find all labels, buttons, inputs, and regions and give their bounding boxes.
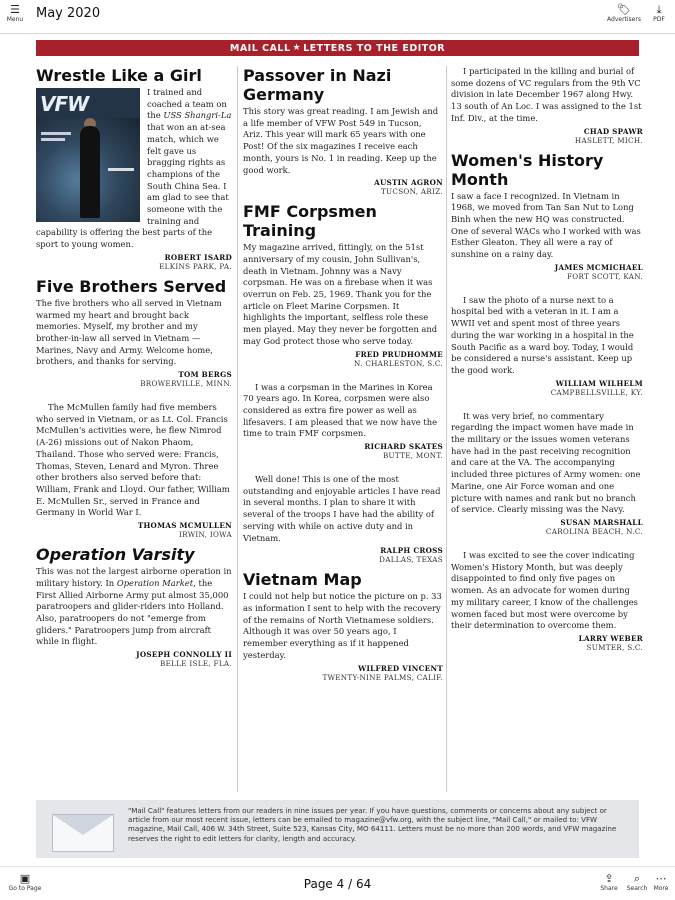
letter-text: I participated in the killing and burial of some dozens of VC regulars from the 9th VC division in late December 1967 along Hwy. 13 south of An Loc. I was assigned to the 1st Inf. Div., at the time. <box>451 66 642 123</box>
letter-text: I could not help but notice the picture on p. 33 as information I sent to help with the recovery of the remains of North Vietnamese soldiers. Although it was over 50 years ago, I remember everything as if it happened yesterday. <box>243 591 442 660</box>
more-label: More <box>653 885 669 892</box>
tag-icon: 🏷 <box>617 3 631 16</box>
letter-text-part: This was not the largest airborne operation in military history. In <box>36 566 232 588</box>
letter-location: SUMTER, S.C. <box>586 642 643 652</box>
headline-vietnam-map: Vietnam Map <box>243 570 362 590</box>
envelope-flap <box>53 815 113 835</box>
advertisers-button[interactable] <box>604 4 644 23</box>
search-icon: ⌕ <box>633 872 641 885</box>
letter-text-part: , the First Allied Airborne Army put almost 35,000 paratroopers and glider-riders into Holland. Also, paratroopers do not "emerge from gliders." Paratroopers jump from aircraft while in flight. <box>36 577 229 647</box>
column-1 <box>36 62 232 674</box>
letter-signature: THOMAS MCMULLEN <box>137 521 232 531</box>
letter-signature: WILFRED VINCENT <box>358 663 443 673</box>
letter-signature: JAMES MCMICHAEL <box>554 262 643 272</box>
more-icon: ⋯ <box>655 872 667 885</box>
letter-text: The McMullen family had five members who served in Vietnam, or as Lt. Col. Francis McMullen's activities were, he flew Nimrod (A-26) missions out of Nakon Phaom, Thailand. Those who served were: Francis, Thomas, Steven, Lenard and Myron. Three other brothers also served before that: William, Frank and Lloyd. Our father, William E. McMullen Sr., served in France and Germany in World War I. <box>36 402 230 518</box>
column-divider <box>446 66 447 792</box>
share-button[interactable] <box>596 873 622 892</box>
ship-name: USS Shangri-La <box>163 110 232 121</box>
letter-text: My magazine arrived, fittingly, on the 51st anniversary of my cousin, John Sullivan's, death in Vietnam. Johnny was a Navy corpsman. He was on a firebase when it was overrun on Feb. 25, 1969. Thank you for the article on Fleet Marine Corpsmen. It highlights the important, selfless role these men played. May they never be forgotten and may God protect those who serve today. <box>243 242 438 346</box>
letter-text-part: that won an at-sea match, which we felt gave us bragging rights as champions of the South China Sea. I am glad to see that someone with the training and capability is offering the best parts of the sport to young women. <box>36 122 229 250</box>
letter-location: TUCSON, ARIZ. <box>380 187 443 197</box>
letter-signature: CHAD SPAWR <box>583 126 643 136</box>
cover-text-line <box>41 138 65 141</box>
letter-location: HASLETT, MICH. <box>574 135 643 145</box>
letter-text-part: I trained and coached a team on the <box>147 87 227 121</box>
headline-passover: Passover in Nazi Germany <box>243 66 392 104</box>
letter-text: I saw a face I recognized. In Vietnam in 1968, we moved from Tan San Nut to Long Binh when the new HQ was constructed. One of several WACs who I worked with was Esther Gleaton. They all were a ray of sunshine on a rainy day. <box>451 190 641 260</box>
share-label: Share <box>600 885 618 892</box>
letter-location: CAMPBELLSVILLE, KY. <box>550 387 643 397</box>
letter-signature: ROBERT ISARD <box>164 252 232 262</box>
search-label: Search <box>626 885 648 892</box>
menu-button[interactable] <box>4 4 26 23</box>
headline-brothers: Five Brothers Served <box>36 276 227 296</box>
menu-label: Menu <box>6 16 24 23</box>
letter-text <box>36 566 232 648</box>
letter-text: This story was great reading. I am Jewish and a life member of VFW Post 549 in Tucson, Ariz. This year will mark 65 years with one Post! Of the six magazines I receive each month, yours is No. 1 in reading. Keep up the good work. <box>243 106 439 175</box>
letter-signature: FRED PRUDHOMME <box>355 349 443 359</box>
letter-signature: WILLIAM WILHELM <box>555 378 643 388</box>
column-2 <box>243 62 443 688</box>
banner-left-text: MAIL CALL <box>229 42 291 54</box>
star-icon: ★ <box>292 43 302 53</box>
letter-location: BROWERVILLE, MINN. <box>140 379 232 389</box>
letter-location: IRWIN, IOWA <box>179 530 232 540</box>
cover-text-line <box>108 168 134 171</box>
letter-signature: SUSAN MARSHALL <box>560 517 643 527</box>
page-indicator: Page 4 / 64 <box>303 877 372 891</box>
share-icon: ⇪ <box>604 872 614 885</box>
letter-signature: TOM BERGS <box>178 370 232 380</box>
mail-call-info-text: "Mail Call" features letters from our readers in nine issues per year. If you have questions, comments or concerns about any subject or article from our most recent issue, letters can be emailed to magazine@vfw.org, with the subject line, "Mail Call," or mailed to: VFW magazine, Mail Call, 406 W. 34th Street, Suite 523, Kansas City, MO 64111. Letters must be no more than 200 words, and VFW magazine reserves the right to edit letters for clarity, length and accuracy. <box>128 806 617 843</box>
letter-location: BUTTE, MONT. <box>382 451 443 461</box>
cover-text-line <box>41 132 71 135</box>
letter-signature: AUSTIN AGRON <box>374 178 443 188</box>
mail-call-info-box <box>36 800 639 858</box>
headline-varsity: Operation Varsity <box>36 545 195 565</box>
letter-location: BELLE ISLE, FLA. <box>160 659 232 669</box>
letter-location: N. CHARLESTON, S.C. <box>354 358 443 368</box>
column-3 <box>451 62 643 658</box>
letter-signature: RICHARD SKATES <box>364 442 443 452</box>
letter-location: CAROLINA BEACH, N.C. <box>545 526 643 536</box>
advertisers-label: Advertisers <box>607 16 641 23</box>
letter-text: I was a corpsman in the Marines in Korea 70 years ago. In Korea, corpsmen were also considered as extra fire power as well as lifesavers. I am pleased that we now have the time to train FMF corpsmen. <box>243 381 438 439</box>
operation-name: Operation Market <box>116 577 194 588</box>
more-button[interactable] <box>650 873 672 892</box>
cover-figure <box>80 126 100 218</box>
menu-icon: ☰ <box>10 3 20 16</box>
top-toolbar <box>0 0 675 34</box>
letter-text: It was very brief, no commentary regarding the impact women have made in the military or the issues women veterans have had in the past receiving recognition and care at the VA. The accompanying included three pictures of Army women: one Marine, one Air Force woman and one picture with names and rank but no branch of service. Clearly missing was the Navy. <box>451 410 641 515</box>
headline-womens-history: Women's History Month <box>451 150 604 189</box>
column-divider <box>237 66 238 792</box>
pdf-label: PDF <box>653 16 665 23</box>
letter-signature: JOSEPH CONNOLLY II <box>136 650 232 660</box>
headline-fmf: FMF Corpsmen Training <box>243 202 377 241</box>
letter-location: TWENTY-NINE PALMS, CALIF. <box>322 672 443 682</box>
letter-location: FORT SCOTT, KAN. <box>567 271 643 281</box>
letter-location: ELKINS PARK, PA. <box>159 261 232 271</box>
letter-text: I saw the photo of a nurse next to a hospital bed with a veteran in it. I am a WWII vet and spent most of three years during the war working in a hospital in the South Pacific as a ward boy. Today, I would be considered a nurse's assistant. Keep up the good work. <box>451 294 634 375</box>
envelope-icon <box>52 814 114 852</box>
section-banner <box>36 40 639 56</box>
banner-right-text: LETTERS TO THE EDITOR <box>303 42 446 54</box>
magazine-cover-image <box>36 88 140 222</box>
go-to-page-icon: ▣ <box>19 872 31 885</box>
letter-signature: RALPH CROSS <box>380 546 443 556</box>
letter-text: I was excited to see the cover indicating Women's History Month, but was deeply disappointed to find only five pages on women. As an advocate for women during my military career, I know of the challenges women faced but most were overcome by their determination to overcome them. <box>451 549 638 631</box>
letter-text: Well done! This is one of the most outstanding and enjoyable articles I have read in several months. I plan to share it with several of the troops I have had the ability of serving with while on active duty and in Vietnam. <box>243 474 441 543</box>
issue-title: May 2020 <box>36 6 101 21</box>
download-icon: ⤓ <box>656 3 662 16</box>
letter-location: DALLAS, TEXAS <box>379 555 443 565</box>
bottom-toolbar <box>0 866 675 900</box>
headline-wrestle: Wrestle Like a Girl <box>36 66 202 85</box>
letter-text: The five brothers who all served in Vietnam warmed my heart and brought back memories. Myself, my brother and my brother-in-law all served in Vietnam — Marines, Navy and Army. Welcome home, brothers, and thanks for serving. <box>36 297 222 367</box>
search-button[interactable] <box>624 873 650 892</box>
pdf-button[interactable] <box>648 4 670 23</box>
letter-signature: LARRY WEBER <box>578 633 643 643</box>
cover-logo: VFW <box>40 92 89 116</box>
go-to-page-label: Go to Page <box>8 885 42 892</box>
